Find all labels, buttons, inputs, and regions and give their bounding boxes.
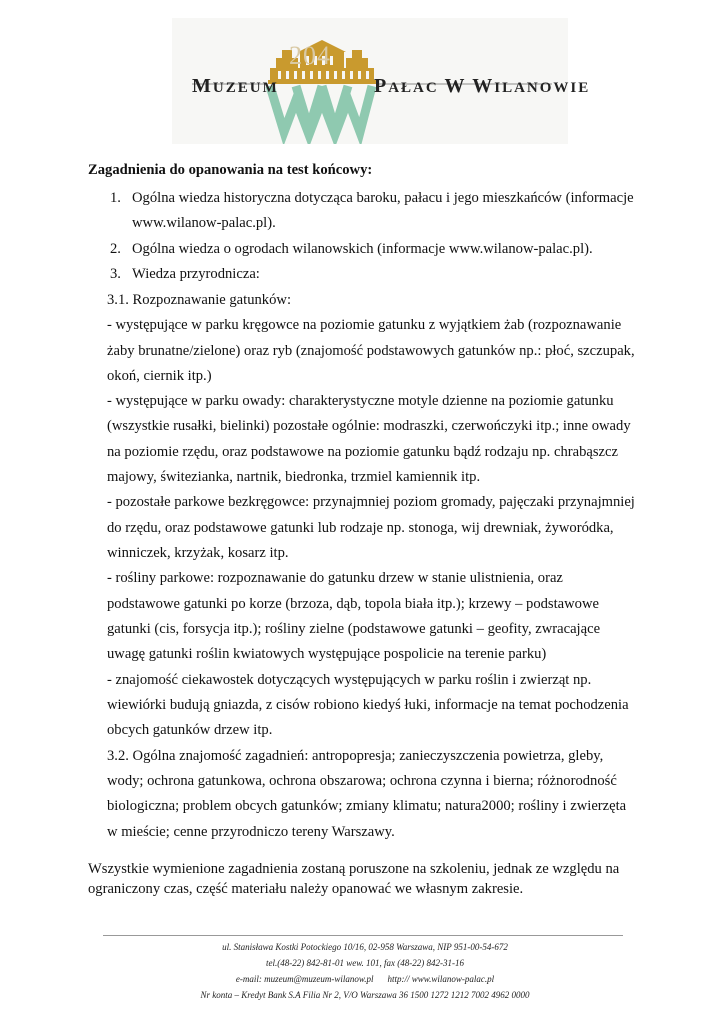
text-line: 3.2. Ogólna znajomość zagadnień: antropopresja; zanieczyszczenia powietrza, gleby,: [107, 748, 604, 764]
text-line: wiewiórki budują gniazda, z cisów robiono kiedyś łuki, informacje na temat pochodzenia: [107, 697, 629, 713]
document-body: [88, 160, 648, 182]
text-line: w mieście; cenne przyrodniczo tereny Warszawy.: [107, 824, 395, 840]
footer-email: e-mail: muzeum@muzeum-wilanow.pl: [235, 974, 374, 984]
closing-paragraph: [88, 859, 648, 899]
list-item-continuation: www.wilanow-palac.pl).: [132, 215, 276, 231]
text-line: - występujące w parku owady: charakterystyczne motyle dzienne na poziomie gatunku: [107, 393, 614, 409]
footer-address: ul. Stanisława Kostki Potockiego 10/16, 02-958 Warszawa, NIP 951-00-54-672: [222, 942, 508, 952]
text-line: wody; ochrona gatunkowa, ochrona obszarowa; ochrona czynna i bierna; różnorodność: [107, 773, 617, 789]
text-line: okoń, ciernik itp.): [107, 368, 212, 384]
text-line: do rzędu, oraz podstawowe gatunki lub rodzaje np. stonoga, wij drewniak, żyworódka,: [107, 520, 614, 536]
header-word-palac-w-wilanowie: PAŁAC W WILANOWIE: [374, 75, 591, 97]
logo-year: 204: [289, 41, 331, 70]
footer: [100, 939, 630, 1003]
text-line: gatunki (cis, forsycja itp.); rośliny zielne (podstawowe gatunki – geofity, zwracające: [107, 621, 601, 637]
text-line: - znajomość ciekawostek dotyczących występujących w parku roślin i zwierząt np.: [107, 672, 592, 688]
text-line: (wszystkie rusałki, bielinki) pozostałe ogólnie: modraszki, czerwończyki itp.; inne owady: [107, 418, 631, 434]
text-line: na poziomie rzędu, oraz podstawowe na poziomie gatunku bądź rodzaju np. chrabąszcz: [107, 444, 618, 460]
text-line: uwagę gatunki roślin kwiatowych występujące pospolicie na terenie parku): [107, 646, 547, 662]
text-line: - rośliny parkowe: rozpoznawanie do gatunku drzew w stanie ulistnienia, oraz: [107, 570, 563, 586]
text-line: żaby brunatne/zielone) oraz ryb (znajomość podstawowych gatunków np.: płoć, szczupak,: [107, 343, 635, 359]
list-item: 3. Wiedza przyrodnicza:: [110, 266, 260, 282]
text-line: - pozostałe parkowe bezkręgowce: przynajmniej poziom gromady, pajęczaki przynajmniej: [107, 494, 635, 510]
text-line: winniczek, krzyżak, kosarz itp.: [107, 545, 289, 561]
footer-website: http:// www.wilanow-palac.pl: [387, 974, 495, 984]
document-heading: Zagadnienia do opanowania na test końcowy:: [88, 162, 373, 178]
closing-line: Wszystkie wymienione zagadnienia zostaną poruszone na szkoleniu, jednak ze względu na: [88, 861, 620, 877]
text-line: - występujące w parku kręgowce na poziomie gatunku z wyjątkiem żab (rozpoznawanie: [107, 317, 622, 333]
text-line: obcych gatunków drzew itp.: [107, 722, 273, 738]
footer-contact: [100, 971, 630, 987]
text-line: podstawowe gatunki po korze (brzoza, dąb, topola biała itp.); krzewy – podstawowe: [107, 596, 599, 612]
list-item: 1. Ogólna wiedza historyczna dotycząca baroku, pałacu i jego mieszkańców (informacje: [110, 190, 634, 206]
footer-divider: [103, 935, 623, 936]
text-line: biologiczna; problem obcych gatunków; zmiany klimatu; natura2000; rośliny i zwierzęta: [107, 798, 627, 814]
www-monogram-icon: [270, 86, 372, 132]
closing-line: ograniczony czas, część materiału należy opanować we własnym zakresie.: [88, 881, 524, 897]
header-word-muzeum: MUZEUM: [192, 75, 279, 97]
list-item: 2. Ogólna wiedza o ogrodach wilanowskich (informacje www.wilanow-palac.pl).: [110, 241, 593, 257]
text-line: majowy, świtezianka, nartnik, biedronka, trzmiel kamiennik itp.: [107, 469, 481, 485]
footer-phones: tel.(48-22) 842-81-01 wew. 101, fax (48-22) 842-31-16: [265, 958, 465, 968]
letterhead: [172, 18, 591, 144]
footer-bank: Nr konta – Kredyt Bank S.A Filia Nr 2, V/O Warszawa 36 1500 1272 1212 7002 4962 0000: [200, 990, 530, 1000]
text-line: 3.1. Rozpoznawanie gatunków:: [107, 292, 291, 308]
